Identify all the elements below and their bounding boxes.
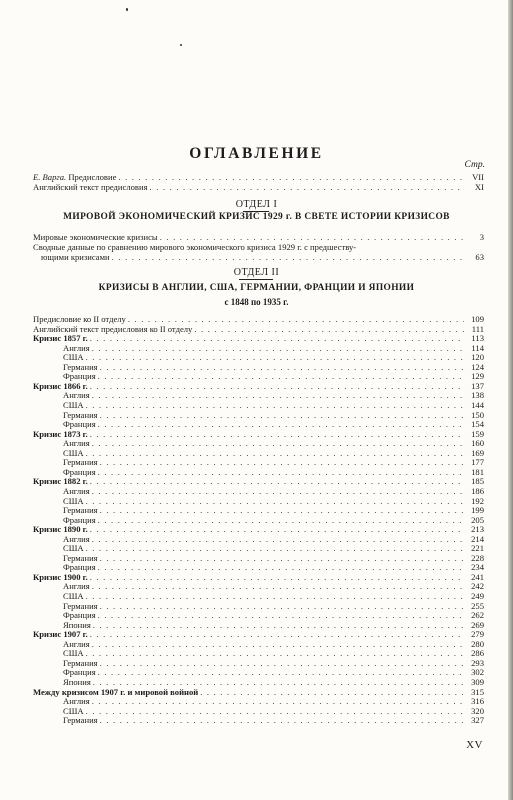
entry-label-continuation: ющими кризисами [41, 252, 110, 262]
entry-page-number: 3 [479, 232, 484, 242]
entry-label: Германия [63, 409, 98, 420]
entry-label: Германия [63, 715, 98, 726]
entry-page-number: 199 [471, 505, 484, 515]
entry-page-number: VII [472, 172, 484, 182]
dot-leader [92, 581, 464, 591]
entry-page-number: 320 [471, 705, 484, 716]
entry-label: Английский текст предисловия [33, 182, 148, 192]
entry-page-number: 109 [471, 314, 484, 324]
dot-leader [98, 610, 464, 620]
entry-label: Германия [63, 361, 98, 372]
dot-leader [93, 677, 464, 687]
toc-subentry[interactable] [63, 553, 484, 563]
entry-label: США [63, 543, 84, 554]
entry-page-number: 124 [471, 361, 484, 372]
entry-page-number: 160 [471, 438, 484, 449]
toc-subentry[interactable] [63, 601, 484, 611]
entry-page-number: 221 [471, 543, 484, 554]
dot-leader [200, 687, 464, 697]
entry-label: Кризис 1890 г. [33, 524, 88, 535]
dot-leader [90, 429, 464, 439]
entry-page-number: 113 [471, 333, 484, 344]
entry-label: Англия [63, 485, 90, 496]
toc-subentry[interactable] [63, 706, 484, 716]
dot-leader [194, 324, 464, 334]
dot-leader [92, 534, 464, 544]
entry-label: Франция [63, 610, 96, 620]
entry-label: Кризис 1857 г. [33, 333, 88, 344]
entry-page-number: 138 [471, 390, 484, 401]
dot-leader [100, 658, 464, 668]
dot-leader [100, 553, 464, 563]
entry-label: Германия [63, 505, 98, 515]
toc-subentry[interactable] [63, 496, 484, 506]
dot-leader [100, 410, 464, 420]
entry-page-number: 242 [471, 581, 484, 592]
toc-subentry[interactable] [63, 610, 484, 620]
entry-label: Германия [63, 657, 98, 668]
entry-page-number: 327 [471, 715, 484, 726]
toc-subentry[interactable] [63, 620, 484, 630]
toc-entry-summary-data-cont[interactable] [41, 252, 484, 262]
entry-page-number: 228 [471, 552, 484, 563]
dot-leader [90, 381, 464, 391]
toc-subentry[interactable] [63, 648, 484, 658]
entry-page-number: 186 [471, 485, 484, 496]
entry-page-number: 181 [471, 466, 484, 477]
dot-leader [118, 172, 464, 182]
entry-page-number: 169 [471, 447, 484, 458]
dot-leader [100, 457, 464, 467]
section-2-name: ОТДЕЛ II [233, 267, 280, 278]
dot-leader [86, 648, 464, 658]
entry-label: США [63, 399, 84, 410]
section-1-name: ОТДЕЛ I [235, 199, 278, 210]
entry-label: США [63, 352, 84, 363]
section-2-subheading: с 1848 по 1935 г. [224, 297, 289, 307]
entry-label: Англия [63, 533, 90, 544]
entry-page-number: 185 [471, 476, 484, 487]
toc-subentry[interactable] [63, 352, 484, 362]
toc-entry[interactable] [33, 476, 484, 486]
toc-subentry[interactable] [63, 543, 484, 553]
dot-leader [90, 629, 464, 639]
toc-subentry[interactable] [63, 371, 484, 381]
entry-page-number: 205 [471, 514, 484, 525]
toc-subentry[interactable] [63, 400, 484, 410]
dot-leader [92, 639, 464, 649]
entry-page-number: 286 [471, 648, 484, 659]
entry-label: Англия [63, 342, 90, 353]
toc-subentry[interactable] [63, 438, 484, 448]
entry-label: США [63, 648, 84, 659]
dot-leader [90, 572, 464, 582]
entry-page-number: 154 [471, 419, 484, 430]
dot-leader [86, 591, 464, 601]
entry-label: Германия [63, 552, 98, 563]
entry-label: Кризис 1907 г. [33, 629, 88, 640]
dot-leader [98, 562, 464, 572]
entry-label: Франция [63, 419, 96, 430]
dot-leader [92, 486, 464, 496]
section-1-heading: МИРОВОЙ ЭКОНОМИЧЕСКИЙ КРИЗИС 1929 г. В СВЕТЕ ИСТОРИИ КРИЗИСОВ [63, 212, 450, 222]
entry-page-number: 177 [471, 457, 484, 468]
toc-subentry[interactable] [63, 677, 484, 687]
entry-label: Германия [63, 457, 98, 468]
dot-leader [90, 524, 464, 534]
toc-entry[interactable] [33, 524, 484, 534]
toc-entry[interactable] [33, 333, 484, 343]
toc-subentry[interactable] [63, 534, 484, 544]
dot-leader [100, 505, 464, 515]
footer-page-number: XV [466, 739, 483, 751]
entry-label: Франция [63, 466, 96, 477]
entry-author: Е. Варга. [33, 172, 67, 182]
dot-leader [92, 696, 464, 706]
entry-label: Англия [63, 581, 90, 592]
dot-leader [160, 232, 464, 242]
entry-page-number: 214 [471, 533, 484, 544]
entry-page-number: 144 [471, 399, 484, 410]
toc-subentry[interactable] [63, 362, 484, 372]
toc-subentry[interactable] [63, 667, 484, 677]
toc-subentry[interactable] [63, 486, 484, 496]
entry-label: Англия [63, 390, 90, 401]
toc-subentry[interactable] [63, 457, 484, 467]
dot-leader [86, 706, 464, 716]
entry-label: Английский текст предисловия ко II отделу [33, 323, 193, 334]
toc-title: ОГЛАВЛЕНИЕ [189, 145, 324, 162]
entry-page-number: 234 [471, 562, 484, 573]
entry-label: Предисловие ко II отделу [33, 314, 126, 324]
entry-label: Англия [63, 696, 90, 706]
toc-subentry[interactable] [63, 639, 484, 649]
entry-label: США [63, 591, 84, 601]
entry-page-number: 63 [475, 252, 484, 262]
toc-entry[interactable] [33, 324, 484, 334]
entry-page-number: 114 [471, 342, 484, 353]
toc-subentry[interactable] [63, 390, 484, 400]
entry-page-number: 159 [471, 428, 484, 439]
toc-subentry[interactable] [63, 467, 484, 477]
dot-leader [92, 438, 464, 448]
toc-subentry[interactable] [63, 696, 484, 706]
entry-label: Кризис 1900 г. [33, 571, 88, 582]
entry-page-number: 137 [471, 380, 484, 391]
entry-page-number: 120 [471, 352, 484, 363]
entry-page-number: 309 [471, 676, 484, 687]
entry-page-number: 255 [471, 600, 484, 611]
entry-label: Кризис 1873 г. [33, 428, 88, 439]
toc-subentry[interactable] [63, 448, 484, 458]
toc-entry-world-crises[interactable] [33, 232, 484, 242]
entry-page-number: 269 [471, 619, 484, 630]
dot-leader [112, 252, 464, 262]
dot-leader [98, 515, 464, 525]
entry-label: Сводные данные по сравнению мирового экономического кризиса 1929 г. с предшеству- [33, 242, 357, 252]
toc-subentry[interactable] [63, 505, 484, 515]
entry-page-number: 192 [471, 495, 484, 506]
entry-page-number: 293 [471, 657, 484, 668]
entry-label: Германия [63, 600, 98, 611]
entry-page-number: 302 [471, 667, 484, 678]
dot-leader [100, 715, 464, 725]
entry-label: Англия [63, 438, 90, 449]
toc-subentry[interactable] [63, 515, 484, 525]
entry-label: Франция [63, 667, 96, 678]
dot-leader [92, 343, 464, 353]
entry-label: Франция [63, 562, 96, 573]
entry-page-number: 280 [471, 638, 484, 649]
toc-entry[interactable] [33, 429, 484, 439]
entry-page-number: 279 [471, 629, 484, 640]
print-speck [126, 8, 128, 11]
dot-leader [86, 400, 464, 410]
toc-entry-preface[interactable] [33, 172, 484, 182]
toc-entry[interactable] [33, 629, 484, 639]
dot-leader [150, 182, 464, 192]
entry-label: Англия [63, 638, 90, 649]
entry-page-number: XI [474, 182, 484, 192]
print-speck [180, 44, 182, 46]
toc-subentry[interactable] [63, 658, 484, 668]
entry-label: Франция [63, 514, 96, 525]
entry-label: Кризис 1882 г. [33, 476, 88, 487]
entry-label: Япония [63, 676, 91, 687]
entry-label: Франция [63, 371, 96, 382]
entry-label: США [63, 705, 84, 716]
entry-label: США [63, 447, 84, 458]
toc-subentry[interactable] [63, 715, 484, 725]
dot-leader [86, 352, 464, 362]
dot-leader [93, 620, 464, 630]
toc-entry[interactable] [33, 572, 484, 582]
toc-subentry[interactable] [63, 410, 484, 420]
toc-subentry[interactable] [63, 419, 484, 429]
entry-page-number: 129 [471, 371, 484, 382]
entry-label: Е. Варга. Предисловие [33, 172, 117, 182]
entry-page-number: 111 [471, 323, 484, 334]
page-edge-shadow [508, 0, 513, 800]
section-2-heading: КРИЗИСЫ В АНГЛИИ, США, ГЕРМАНИИ, ФРАНЦИИ И ЯПОНИИ [98, 283, 415, 293]
dot-leader [92, 390, 464, 400]
entry-label: Кризис 1866 г. [33, 380, 88, 391]
dot-leader [86, 496, 464, 506]
section-2-rule [239, 279, 273, 280]
toc-subentry[interactable] [63, 343, 484, 353]
entry-page-number: 249 [471, 591, 484, 601]
dot-leader [86, 543, 464, 553]
entry-page-number: 241 [471, 571, 484, 582]
entry-page-number: 150 [471, 409, 484, 420]
toc-subentry[interactable] [63, 591, 484, 601]
dot-leader [98, 371, 464, 381]
toc-subentry[interactable] [63, 581, 484, 591]
toc-entry-english-preface[interactable] [33, 182, 484, 192]
entry-page-number: 213 [471, 524, 484, 535]
toc-entry[interactable] [33, 687, 484, 697]
entry-label: Между кризисом 1907 г. и мировой войной [33, 686, 199, 697]
toc-subentry[interactable] [63, 562, 484, 572]
dot-leader [98, 419, 464, 429]
dot-leader [90, 476, 464, 486]
dot-leader [128, 314, 464, 324]
entry-label: Япония [63, 619, 91, 630]
dot-leader [98, 667, 464, 677]
toc-entry[interactable] [33, 314, 484, 324]
dot-leader [100, 601, 464, 611]
dot-leader [90, 333, 464, 343]
page-column-label: Стр. [464, 160, 485, 170]
dot-leader [100, 362, 464, 372]
dot-leader [98, 467, 464, 477]
entry-page-number: 315 [471, 686, 484, 697]
entry-label: Мировые экономические кризисы [33, 232, 158, 242]
toc-entry-summary-data[interactable] [33, 242, 484, 252]
dot-leader [86, 448, 464, 458]
entry-label: США [63, 495, 84, 506]
toc-entry[interactable] [33, 381, 484, 391]
entry-page-number: 262 [471, 610, 484, 620]
entry-page-number: 316 [471, 696, 484, 706]
